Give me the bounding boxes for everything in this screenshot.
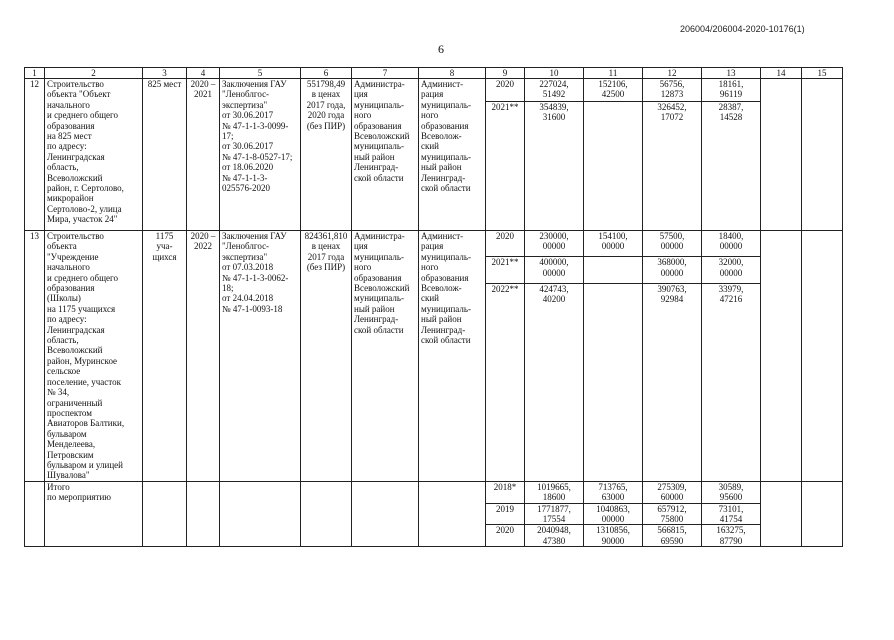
- table-row: [25, 79, 843, 102]
- document-id: 206004/206004-2020-10176(1): [680, 24, 805, 34]
- capacity: 1175 уча- щихся: [143, 231, 187, 482]
- object-description: Строительство объекта "Объект начального и среднего общего образования на 825 мест по адресу: Ленинградская область, Всеволожский район, г. Сертолово, микрорайон Сертолово-2, улица Мира, участок 24": [45, 79, 143, 231]
- year: 2019: [486, 503, 525, 525]
- year: 2022**: [486, 283, 525, 481]
- amount-local: 30589, 95600: [702, 481, 761, 503]
- expertise-conclusion: Заключения ГАУ "Леноблгос- экспертиза" от 07.03.2018 № 47-1-1-3-0062- 18; от 24.04.2018 № 47-1-0093-18: [220, 231, 301, 482]
- column-number: 10: [525, 68, 584, 79]
- amount-local: 33979, 47216: [702, 283, 761, 481]
- column-14: [761, 231, 802, 482]
- column-number: 12: [643, 68, 702, 79]
- amount-federal: [584, 283, 643, 481]
- amount-local: 28387, 14528: [702, 102, 761, 231]
- estimated-cost: 551798,49 в ценах 2017 года, 2020 года (без ПИР): [301, 79, 352, 231]
- amount-federal: 1310856, 90000: [584, 525, 643, 547]
- amount-federal: 713765, 63000: [584, 481, 643, 503]
- row-number: 12: [25, 79, 45, 231]
- amount-regional: 56756, 12873: [643, 79, 702, 102]
- object-description: Строительство объекта "Учреждение начального и среднего общего образования (Школы) на 1175 учащихся по адресу: Ленинградская область, Всеволожский район, Муринское сельское поселение, участок № 34, ограниченный проспектом Авиаторов Балтики, бульваром Менделеева, Петровским бульваром и улицей Шувалова": [45, 231, 143, 482]
- amount-total: 230000, 00000: [525, 231, 584, 257]
- amount-local: 73101, 41754: [702, 503, 761, 525]
- year: 2018*: [486, 481, 525, 503]
- year: 2020: [486, 525, 525, 547]
- year: 2021**: [486, 102, 525, 231]
- expertise-conclusion: Заключения ГАУ "Леноблгос- экспертиза" от 30.06.2017 № 47-1-1-3-0099- 17; от 30.06.2017 № 47-1-8-0527-17; от 18.06.2020 № 47-1-1-3- 025576-2020: [220, 79, 301, 231]
- customer: Администра- ция муниципаль- ного образования Всеволожский муниципаль- ный район Ленинград- ской области: [352, 79, 419, 231]
- amount-regional: 57500, 00000: [643, 231, 702, 257]
- column-number: 6: [301, 68, 352, 79]
- empty-cell: [301, 481, 352, 546]
- amount-local: 163275, 87790: [702, 525, 761, 547]
- amount-total: 1019665, 18600: [525, 481, 584, 503]
- column-number: 15: [802, 68, 843, 79]
- amount-federal: 152106, 42500: [584, 79, 643, 102]
- column-number: 14: [761, 68, 802, 79]
- year: 2020: [486, 79, 525, 102]
- column-number: 7: [352, 68, 419, 79]
- column-15: [802, 231, 843, 482]
- year: 2020: [486, 231, 525, 257]
- total-label: Итого по мероприятию: [45, 481, 143, 546]
- developer: Админист- рация муниципаль- ного образования Всеволож- ский муниципаль- ный район Ленинград- ской области: [419, 231, 486, 482]
- column-number: 5: [220, 68, 301, 79]
- developer: Админист- рация муниципаль- ного образования Всеволож- ский муниципаль- ный район Ленинград- ской области: [419, 79, 486, 231]
- column-number: 2: [45, 68, 143, 79]
- column-number: 9: [486, 68, 525, 79]
- column-15: [802, 79, 843, 231]
- amount-regional: 390763, 92984: [643, 283, 702, 481]
- amount-federal: 154100, 00000: [584, 231, 643, 257]
- amount-total: 1771877, 17554: [525, 503, 584, 525]
- amount-local: 18161, 96119: [702, 79, 761, 102]
- capacity: 825 мест: [143, 79, 187, 231]
- registry-table: [24, 67, 843, 547]
- amount-federal: [584, 102, 643, 231]
- construction-period: 2020 – 2021: [187, 79, 220, 231]
- amount-total: 400000, 00000: [525, 257, 584, 283]
- table-row: [25, 231, 843, 257]
- amount-regional: 566815, 69590: [643, 525, 702, 547]
- amount-local: 32000, 00000: [702, 257, 761, 283]
- construction-period: 2020 – 2022: [187, 231, 220, 482]
- customer: Администра- ция муниципаль- ного образования Всеволожский муниципаль- ный район Ленинград- ской области: [352, 231, 419, 482]
- year: 2021**: [486, 257, 525, 283]
- amount-total: 2040948, 47380: [525, 525, 584, 547]
- empty-cell: [419, 481, 486, 546]
- amount-regional: 275309, 60000: [643, 481, 702, 503]
- empty-cell: [143, 481, 187, 546]
- page-number: 6: [438, 42, 444, 56]
- column-14: [761, 79, 802, 231]
- column-number: 11: [584, 68, 643, 79]
- amount-federal: [584, 257, 643, 283]
- column-number: 8: [419, 68, 486, 79]
- column-number: 13: [702, 68, 761, 79]
- amount-total: 227024, 51492: [525, 79, 584, 102]
- amount-regional: 368000, 00000: [643, 257, 702, 283]
- row-number: [25, 481, 45, 546]
- row-number: 13: [25, 231, 45, 482]
- column-number-row: [25, 68, 843, 79]
- total-row: [25, 481, 843, 503]
- amount-local: 18400, 00000: [702, 231, 761, 257]
- column-number: 4: [187, 68, 220, 79]
- amount-total: 424743, 40200: [525, 283, 584, 481]
- column-number: 3: [143, 68, 187, 79]
- amount-regional: 326452, 17072: [643, 102, 702, 231]
- empty-cell: [352, 481, 419, 546]
- empty-cell: [187, 481, 220, 546]
- amount-regional: 657912, 75800: [643, 503, 702, 525]
- amount-federal: 1040863, 00000: [584, 503, 643, 525]
- amount-total: 354839, 31600: [525, 102, 584, 231]
- column-14: [761, 481, 802, 546]
- column-15: [802, 481, 843, 546]
- estimated-cost: 824361,810 в ценах 2017 года (без ПИР): [301, 231, 352, 482]
- column-number: 1: [25, 68, 45, 79]
- empty-cell: [220, 481, 301, 546]
